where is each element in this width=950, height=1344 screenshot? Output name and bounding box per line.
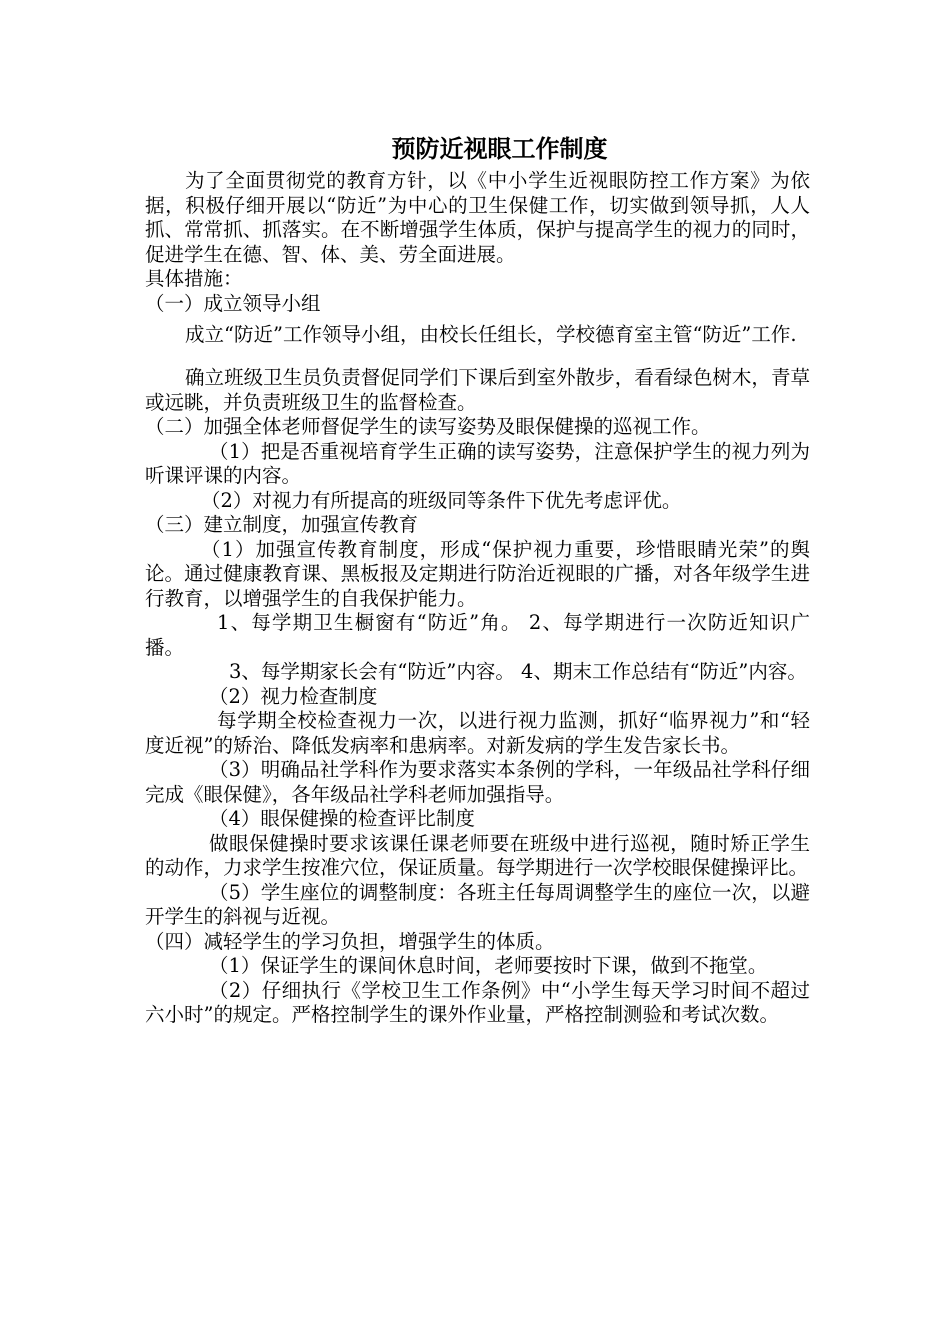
- subheading-3-2: （2）视力检查制度: [209, 684, 378, 708]
- measures-heading: 具体措施：: [145, 267, 243, 290]
- intro-paragraph: 为了全面贯彻党的教育方针，以《中小学生近视眼防控工作方案》为依据，积极仔细开展以“防近”为中心的卫生保健工作，切实做到领导抓，人人抓、常常抓、抓落实。在不断增强学生体质，保护与提高学生的视力的同时，促进学生在德、智、体、美、劳全面进展。: [145, 169, 810, 266]
- section-heading-4: （四）减轻学生的学习负担，增强学生的体质。: [145, 929, 555, 953]
- paragraph-3-4: 做眼保健操时要求该课任课老师要在班级中进行巡视，随时矫正学生的动作，力求学生按准穴位，保证质量。每学期进行一次学校眼保健操评比。: [145, 831, 810, 879]
- section-heading-3: （三）建立制度，加强宣传教育: [145, 513, 419, 536]
- section-heading-2: （二）加强全体老师督促学生的读写姿势及眼保健操的巡视工作。: [145, 415, 711, 438]
- paragraph-4-2: （2）仔细执行《学校卫生工作条例》中“小学生每天学习时间不超过六小时”的规定。严格控制学生的课外作业量，严格控制测验和考试次数。: [145, 978, 810, 1026]
- paragraph-2-1: （1）把是否重视培育学生正确的读写姿势，注意保护学生的视力列为听课评课的内容。: [145, 439, 810, 487]
- paragraph-leadership-group: 成立“防近”工作领导小组，由校长任组长，学校德育室主管“防近”工作.: [185, 323, 797, 346]
- paragraph-3-5: （5）学生座位的调整制度：各班主任每周调整学生的座位一次，以避开学生的斜视与近视。: [145, 880, 810, 928]
- paragraph-2-2: （2）对视力有所提高的班级同等条件下优先考虑评优。: [201, 488, 682, 512]
- paragraph-3-1: （1）加强宣传教育制度，形成“保护视力重要，珍惜眼睛光荣”的舆论。通过健康教育课、黑板报及定期进行防治近视眼的广播，对各年级学生进行教育，以增强学生的自我保护能力。: [145, 537, 810, 610]
- subheading-3-4: （4）眼保健操的检查评比制度: [209, 807, 475, 830]
- paragraph-3-2: 每学期全校检查视力一次，以进行视力监测，抓好“临界视力”和“轻度近视”的矫治、降低发病率和患病率。对新发病的学生发告家长书。: [145, 709, 810, 757]
- paragraph-class-monitor: 确立班级卫生员负责督促同学们下课后到室外散步，看看绿色树木，青草或远眺，并负责班级卫生的监督检查。: [145, 366, 810, 414]
- list-item-1-2: 1、每学期卫生橱窗有“防近”角。 2、每学期进行一次防近知识广播。: [145, 611, 810, 659]
- list-item-3-4: 3、每学期家长会有“防近”内容。 4、期末工作总结有“防近”内容。: [229, 660, 807, 683]
- paragraph-4-1: （1）保证学生的课间休息时间，老师要按时下课，做到不拖堂。: [209, 954, 768, 977]
- document-page: [145, 131, 810, 1028]
- document-title: 预防近视眼工作制度: [391, 134, 608, 163]
- section-heading-1: （一）成立领导小组: [145, 291, 321, 315]
- paragraph-3-3: （3）明确品社学科作为要求落实本条例的学科，一年级品社学科仔细完成《眼保健》，各年级品社学科老师加强指导。: [145, 758, 810, 806]
